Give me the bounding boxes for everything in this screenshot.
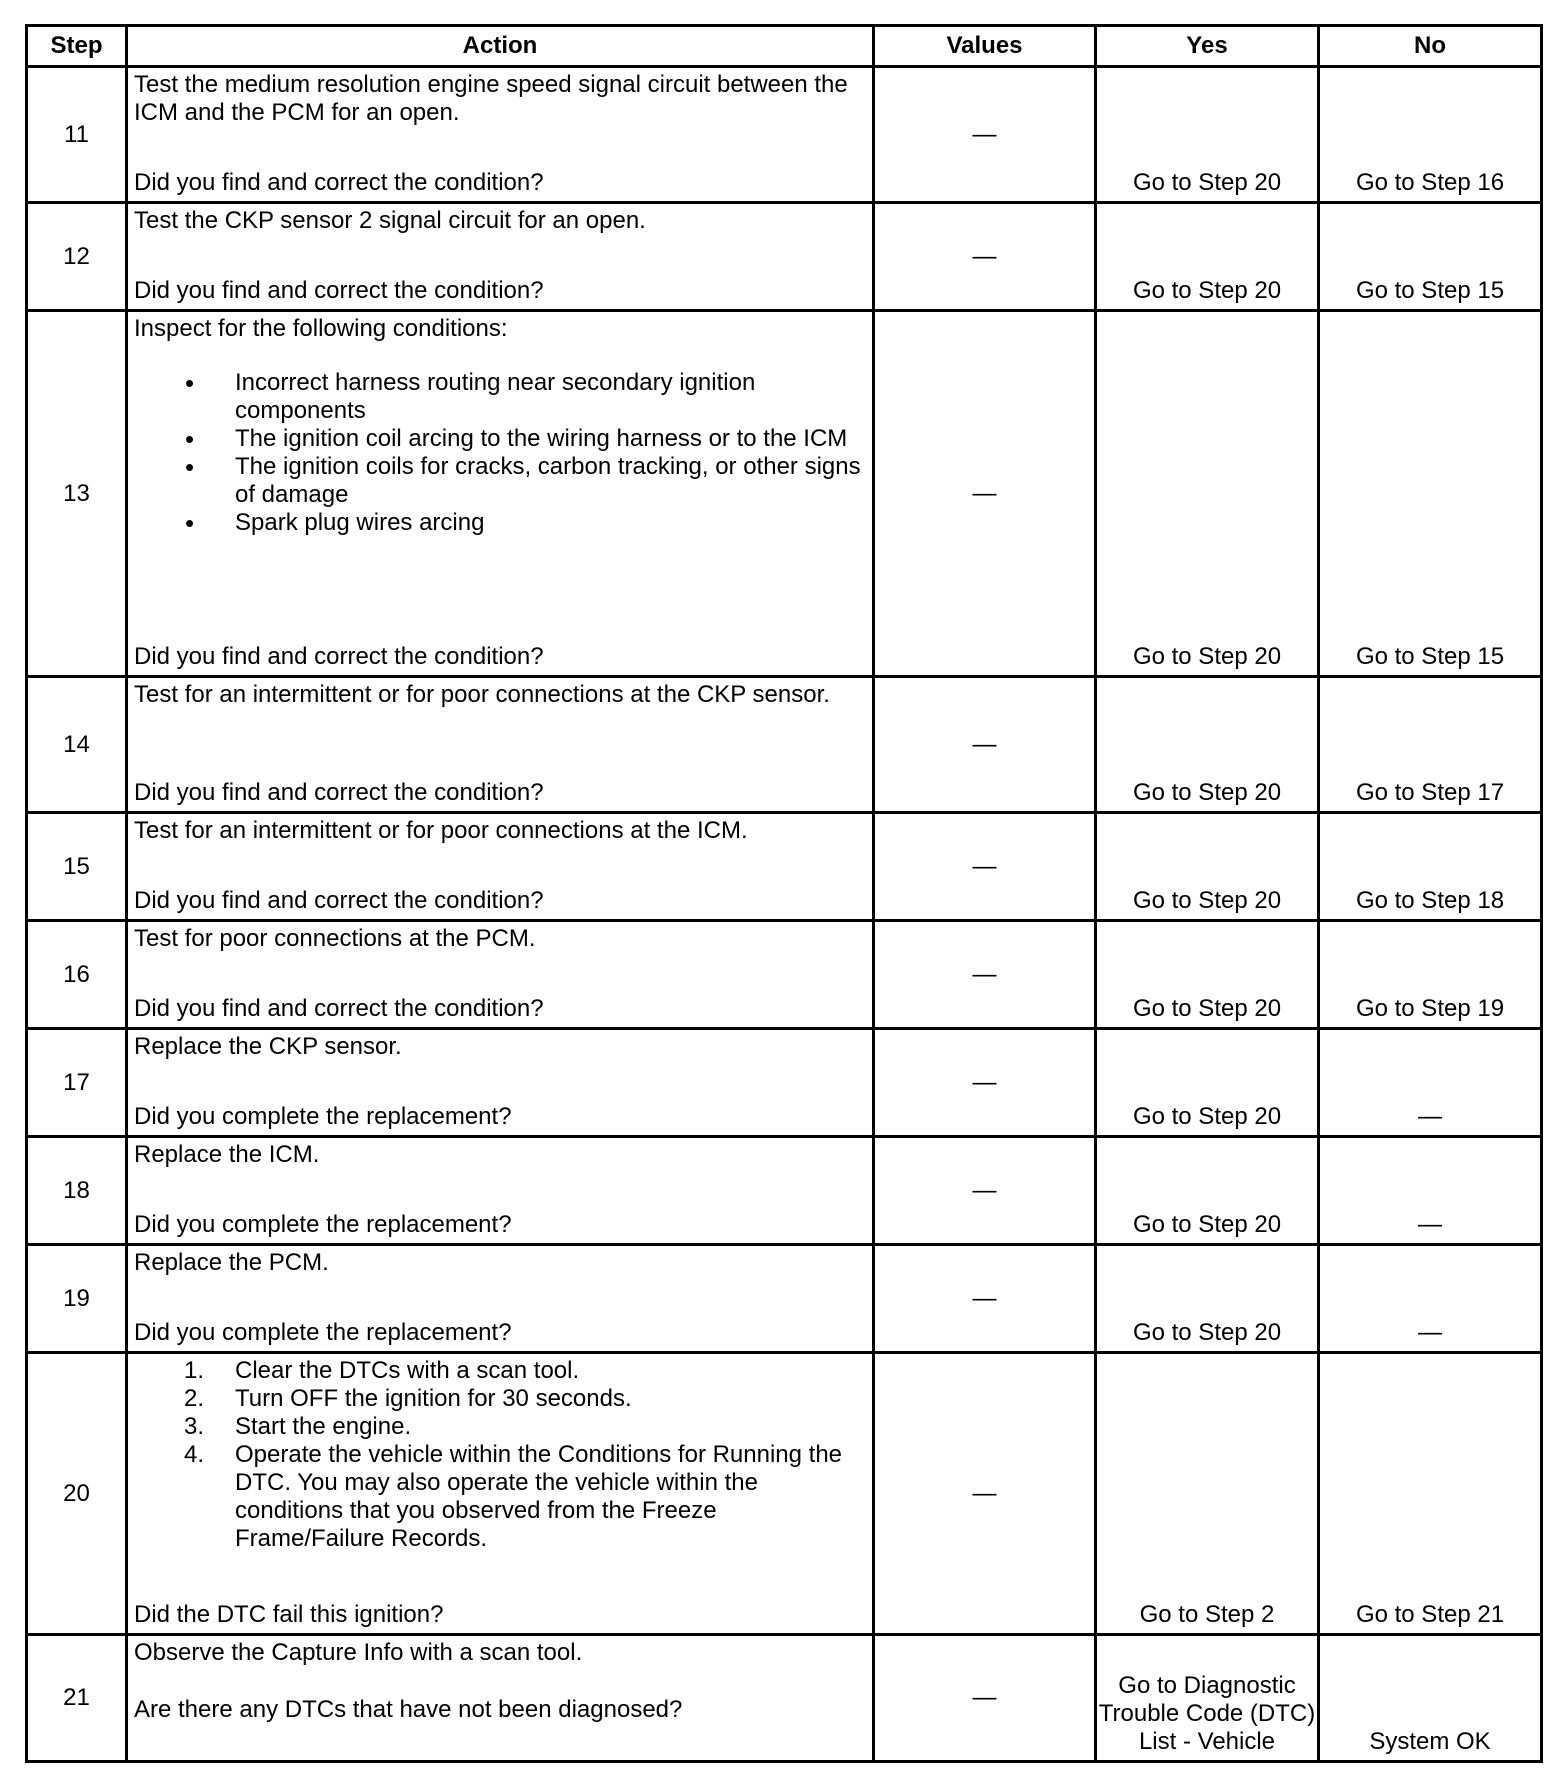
no-cell: Go to Step 21 [1319, 1353, 1542, 1635]
table-row [27, 1635, 1542, 1762]
action-question: Did you find and correct the condition? [134, 169, 544, 196]
action-text: Test the medium resolution engine speed signal circuit between the ICM and the PCM for an open. [134, 71, 848, 126]
step-number: 15 [27, 813, 127, 921]
no-cell: Go to Step 15 [1319, 311, 1542, 677]
yes-cell: Go to Step 20 [1096, 1245, 1319, 1353]
step-number: 13 [27, 311, 127, 677]
step-number: 14 [27, 677, 127, 813]
list-item: • Incorrect harness routing near secondary ignition components [134, 369, 866, 425]
values-cell: — [874, 1137, 1096, 1245]
action-cell [127, 1137, 874, 1245]
table-row [27, 1353, 1542, 1635]
values-cell: — [874, 203, 1096, 311]
yes-cell: Go to Diagnostic Trouble Code (DTC) List - Vehicle [1096, 1635, 1319, 1762]
yes-cell: Go to Step 20 [1096, 311, 1319, 677]
table-row [27, 813, 1542, 921]
list-item: 1. Clear the DTCs with a scan tool. [184, 1357, 580, 1384]
header-step: Step [27, 26, 127, 67]
no-cell: Go to Step 15 [1319, 203, 1542, 311]
step-number: 21 [27, 1635, 127, 1762]
table-row [27, 1245, 1542, 1353]
diagnostic-table [25, 24, 1543, 1763]
no-cell: Go to Step 19 [1319, 921, 1542, 1029]
action-cell [127, 921, 874, 1029]
no-cell: Go to Step 18 [1319, 813, 1542, 921]
values-cell: — [874, 1353, 1096, 1635]
action-question: Did you complete the replacement? [134, 1103, 512, 1130]
list-item: • The ignition coils for cracks, carbon tracking, or other signs of damage [134, 453, 866, 509]
action-question: Did you find and correct the condition? [134, 643, 544, 670]
action-text: Replace the CKP sensor. [134, 1033, 402, 1060]
header-yes: Yes [1096, 26, 1319, 67]
table-row [27, 1137, 1542, 1245]
action-cell [127, 813, 874, 921]
values-cell: — [874, 1029, 1096, 1137]
table-row [27, 1029, 1542, 1137]
yes-cell: Go to Step 20 [1096, 1137, 1319, 1245]
yes-cell: Go to Step 20 [1096, 677, 1319, 813]
header-values: Values [874, 26, 1096, 67]
procedure-list [134, 1357, 866, 1553]
values-cell: — [874, 1245, 1096, 1353]
step-number: 19 [27, 1245, 127, 1353]
action-text: Test the CKP sensor 2 signal circuit for an open. [134, 207, 646, 234]
yes-cell: Go to Step 20 [1096, 1029, 1319, 1137]
action-question: Did you find and correct the condition? [134, 887, 544, 914]
yes-cell: Go to Step 2 [1096, 1353, 1319, 1635]
action-question: Did the DTC fail this ignition? [134, 1601, 444, 1628]
action-cell [127, 1635, 874, 1762]
yes-cell: Go to Step 20 [1096, 921, 1319, 1029]
list-item: • The ignition coil arcing to the wiring harness or to the ICM [134, 425, 866, 453]
values-cell: — [874, 1635, 1096, 1762]
action-cell [127, 1353, 874, 1635]
header-no: No [1319, 26, 1542, 67]
action-cell [127, 1029, 874, 1137]
action-cell [127, 203, 874, 311]
values-cell: — [874, 921, 1096, 1029]
yes-cell: Go to Step 20 [1096, 203, 1319, 311]
step-number: 11 [27, 67, 127, 203]
list-item: 3. Start the engine. [184, 1413, 412, 1440]
action-cell [127, 67, 874, 203]
action-question: Did you find and correct the condition? [134, 779, 544, 806]
action-question: Are there any DTCs that have not been diagnosed? [134, 1696, 683, 1723]
table-row [27, 311, 1542, 677]
values-cell: — [874, 813, 1096, 921]
action-question: Did you complete the replacement? [134, 1211, 512, 1238]
header-row [27, 26, 1542, 67]
no-cell: Go to Step 17 [1319, 677, 1542, 813]
step-number: 12 [27, 203, 127, 311]
table-row [27, 67, 1542, 203]
yes-cell: Go to Step 20 [1096, 813, 1319, 921]
action-cell [127, 677, 874, 813]
step-number: 18 [27, 1137, 127, 1245]
no-cell: — [1319, 1137, 1542, 1245]
step-number: 17 [27, 1029, 127, 1137]
no-cell: Go to Step 16 [1319, 67, 1542, 203]
condition-list [134, 369, 866, 537]
values-cell: — [874, 67, 1096, 203]
no-cell: System OK [1319, 1635, 1542, 1762]
action-cell [127, 1245, 874, 1353]
step-number: 20 [27, 1353, 127, 1635]
action-text: Inspect for the following conditions: [134, 315, 508, 342]
values-cell: — [874, 311, 1096, 677]
table-row [27, 921, 1542, 1029]
action-question: Did you find and correct the condition? [134, 995, 544, 1022]
action-text: Observe the Capture Info with a scan tool. [134, 1639, 583, 1666]
action-question: Did you find and correct the condition? [134, 277, 544, 304]
values-cell: — [874, 677, 1096, 813]
list-item: • Spark plug wires arcing [134, 509, 866, 537]
no-cell: — [1319, 1245, 1542, 1353]
action-text: Test for an intermittent or for poor connections at the ICM. [134, 817, 748, 844]
yes-cell: Go to Step 20 [1096, 67, 1319, 203]
header-action: Action [127, 26, 874, 67]
action-text: Replace the PCM. [134, 1249, 329, 1276]
list-item: 4. Operate the vehicle within the Conditions for Running the DTC. You may also operate the vehicle within the conditions that you observed from the Freeze Frame/Failure Records. [184, 1441, 843, 1552]
action-question: Did you complete the replacement? [134, 1319, 512, 1346]
table-row [27, 203, 1542, 311]
step-number: 16 [27, 921, 127, 1029]
action-text: Test for poor connections at the PCM. [134, 925, 536, 952]
no-cell: — [1319, 1029, 1542, 1137]
action-text: Test for an intermittent or for poor connections at the CKP sensor. [134, 681, 830, 708]
action-cell [127, 311, 874, 677]
table-row [27, 677, 1542, 813]
action-text: Replace the ICM. [134, 1141, 320, 1168]
list-item: 2. Turn OFF the ignition for 30 seconds. [184, 1385, 632, 1412]
